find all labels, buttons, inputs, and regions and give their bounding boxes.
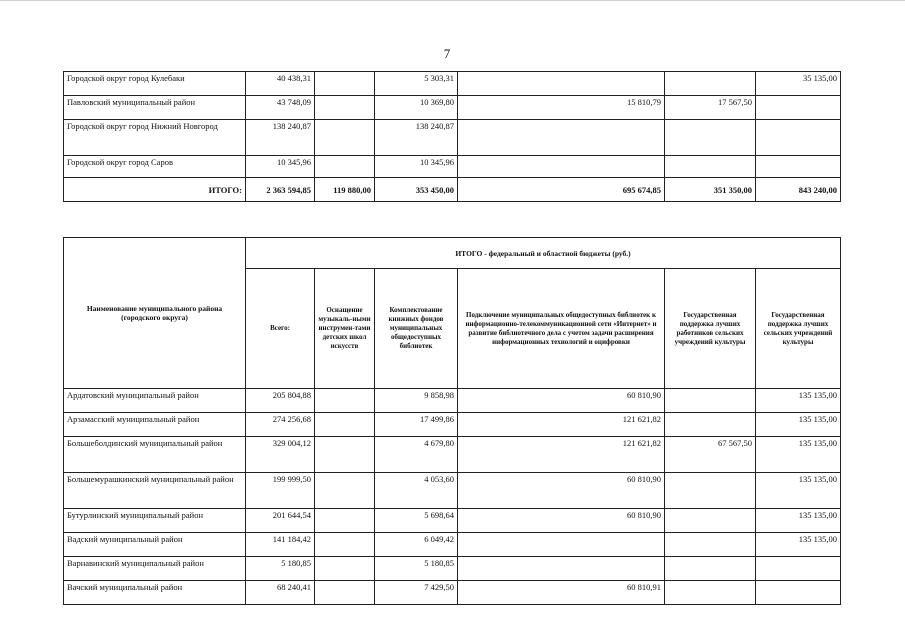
cell-c3: 5 180,85 <box>375 557 458 581</box>
cell-c6: 135 135,00 <box>756 389 841 413</box>
header-workers: Государственная поддержка лучших работников сельских учреждений культуры <box>665 269 756 389</box>
header-name-column: Наименование муниципального района (городского округа) <box>64 238 246 389</box>
header-institutions: Государственная поддержка лучших сельских учреждений культуры <box>756 269 841 389</box>
cell-c4: 60 810,91 <box>458 581 665 605</box>
cell-c4: 60 810,90 <box>458 389 665 413</box>
table-row <box>64 156 841 178</box>
cell-c5 <box>665 156 756 178</box>
cell-c2 <box>315 156 375 178</box>
cell-c1: 10 345,96 <box>246 156 315 178</box>
cell-c3: 6 049,42 <box>375 533 458 557</box>
header-total: Всего: <box>246 269 315 389</box>
cell-c4: 15 810,79 <box>458 96 665 120</box>
row-name: Бутурлинский муниципальный район <box>64 509 246 533</box>
cell-c2 <box>315 389 375 413</box>
cell-c3: 4 053,60 <box>375 473 458 509</box>
cell-c6: 135 135,00 <box>756 473 841 509</box>
row-name: Арзамасский муниципальный район <box>64 413 246 437</box>
cell-c5 <box>665 473 756 509</box>
cell-c5 <box>665 509 756 533</box>
cell-c6 <box>756 120 841 156</box>
cell-c5 <box>665 533 756 557</box>
cell-c2 <box>315 581 375 605</box>
cell-c3: 138 240,87 <box>375 120 458 156</box>
cell-c4: 121 621,82 <box>458 437 665 473</box>
cell-c2 <box>315 509 375 533</box>
table-row <box>64 389 841 413</box>
cell-c5 <box>665 72 756 96</box>
table-row <box>64 509 841 533</box>
page-number: 7 <box>443 46 451 61</box>
header-books: Комплектование книжных фондов муниципальных общедоступных библиотек <box>375 269 458 389</box>
cell-c5: 67 567,50 <box>665 437 756 473</box>
cell-c5 <box>665 413 756 437</box>
table-row <box>64 557 841 581</box>
table-row <box>64 120 841 156</box>
top-edge-line <box>0 0 905 1</box>
cell-c5: 17 567,50 <box>665 96 756 120</box>
row-name: Городской округ город Саров <box>64 156 246 178</box>
total-c5: 351 350,00 <box>665 178 756 202</box>
total-label: ИТОГО: <box>64 178 246 202</box>
bottom-table <box>63 237 841 605</box>
cell-c3: 10 345,96 <box>375 156 458 178</box>
table-row <box>64 473 841 509</box>
cell-c2 <box>315 72 375 96</box>
cell-c3: 4 679,80 <box>375 437 458 473</box>
cell-c3: 10 369,80 <box>375 96 458 120</box>
cell-c1: 274 256,68 <box>246 413 315 437</box>
cell-c2 <box>315 533 375 557</box>
cell-c6 <box>756 581 841 605</box>
cell-c2 <box>315 96 375 120</box>
cell-c4: 121 621,82 <box>458 413 665 437</box>
cell-c6: 135 135,00 <box>756 413 841 437</box>
table-row <box>64 413 841 437</box>
table-row <box>64 581 841 605</box>
header-group-title: ИТОГО - федеральный и областной бюджеты (руб.) <box>246 238 841 269</box>
table-row <box>64 72 841 96</box>
table-row <box>64 533 841 557</box>
row-name: Городской округ город Кулебаки <box>64 72 246 96</box>
cell-c3: 17 499,86 <box>375 413 458 437</box>
row-name: Большеболдинский муниципальный район <box>64 437 246 473</box>
cell-c4 <box>458 533 665 557</box>
row-name: Вадский муниципальный район <box>64 533 246 557</box>
cell-c6: 35 135,00 <box>756 72 841 96</box>
row-name: Ардатовский муниципальный район <box>64 389 246 413</box>
cell-c1: 141 184,42 <box>246 533 315 557</box>
row-name: Городской округ город Нижний Новгород <box>64 120 246 156</box>
cell-c1: 199 999,50 <box>246 473 315 509</box>
cell-c3: 5 303,31 <box>375 72 458 96</box>
cell-c1: 43 748,09 <box>246 96 315 120</box>
cell-c6 <box>756 96 841 120</box>
cell-c6 <box>756 557 841 581</box>
header-internet: Подключение муниципальных общедоступных библиотек к информационно-телекоммуникационной сети «Интернет» и развитие библиотечного дела с учетом задачи расширения информационных технологий и оцифровки <box>458 269 665 389</box>
cell-c5 <box>665 120 756 156</box>
cell-c3: 9 858,98 <box>375 389 458 413</box>
header-instruments: Оснащение музыкаль-ными инструмен-тами детских школ искусств <box>315 269 375 389</box>
top-table <box>63 71 841 202</box>
row-name: Варнавинский муниципальный район <box>64 557 246 581</box>
total-c6: 843 240,00 <box>756 178 841 202</box>
cell-c6 <box>756 156 841 178</box>
cell-c6: 135 135,00 <box>756 533 841 557</box>
cell-c4: 60 810,90 <box>458 473 665 509</box>
cell-c1: 40 438,31 <box>246 72 315 96</box>
row-name: Павловский муниципальный район <box>64 96 246 120</box>
cell-c2 <box>315 437 375 473</box>
row-name: Вачский муниципальный район <box>64 581 246 605</box>
total-c3: 353 450,00 <box>375 178 458 202</box>
cell-c6: 135 135,00 <box>756 509 841 533</box>
table-row <box>64 437 841 473</box>
cell-c4 <box>458 72 665 96</box>
table-row <box>64 96 841 120</box>
cell-c4 <box>458 557 665 581</box>
cell-c3: 7 429,50 <box>375 581 458 605</box>
total-c4: 695 674,85 <box>458 178 665 202</box>
cell-c5 <box>665 557 756 581</box>
cell-c1: 201 644,54 <box>246 509 315 533</box>
cell-c3: 5 698,64 <box>375 509 458 533</box>
cell-c4 <box>458 156 665 178</box>
cell-c1: 68 240,41 <box>246 581 315 605</box>
cell-c5 <box>665 389 756 413</box>
cell-c1: 205 804,88 <box>246 389 315 413</box>
cell-c2 <box>315 473 375 509</box>
cell-c6: 135 135,00 <box>756 437 841 473</box>
cell-c1: 5 180,85 <box>246 557 315 581</box>
top-table-body <box>64 72 841 202</box>
cell-c2 <box>315 557 375 581</box>
total-row <box>64 178 841 202</box>
total-c1: 2 363 594,85 <box>246 178 315 202</box>
row-name: Большемурашкинский муниципальный район <box>64 473 246 509</box>
bottom-table-body <box>64 389 841 605</box>
total-c2: 119 880,00 <box>315 178 375 202</box>
cell-c5 <box>665 581 756 605</box>
cell-c2 <box>315 413 375 437</box>
cell-c1: 329 004,12 <box>246 437 315 473</box>
cell-c4 <box>458 120 665 156</box>
cell-c4: 60 810,90 <box>458 509 665 533</box>
cell-c2 <box>315 120 375 156</box>
cell-c1: 138 240,87 <box>246 120 315 156</box>
